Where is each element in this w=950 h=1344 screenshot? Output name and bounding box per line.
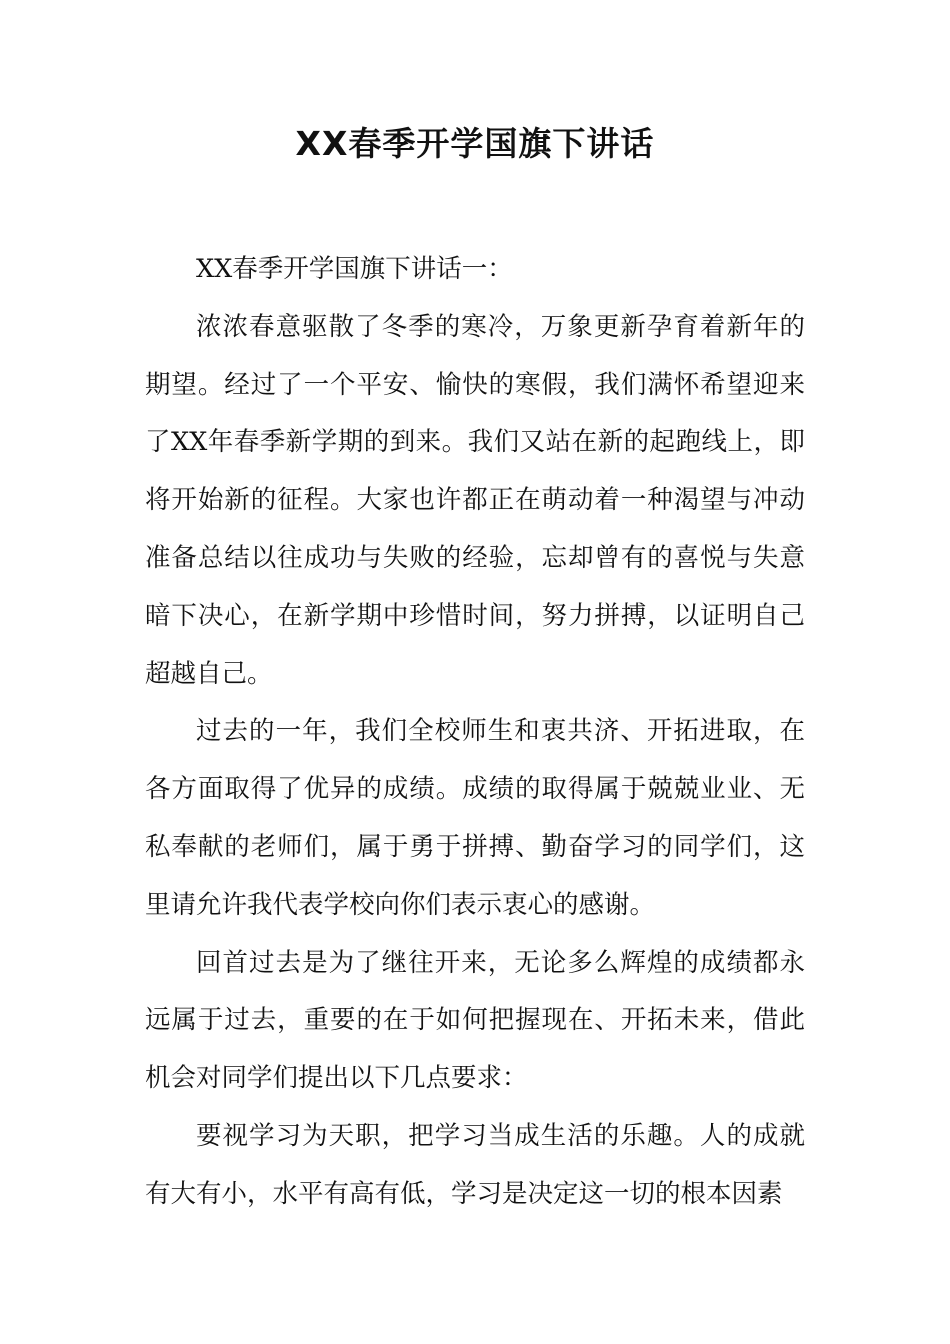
- text-line: 私奉献的老师们，属于勇于拼搏、勤奋学习的同学们，这: [145, 831, 805, 862]
- text-line: 回首过去是为了继往开来，无论多么辉煌的成绩都永: [196, 947, 805, 978]
- text-line: 各方面取得了优异的成绩。成绩的取得属于兢兢业业、无: [145, 774, 805, 805]
- text-line: 准备总结以往成功与失败的经验，忘却曾有的喜悦与失意: [145, 542, 805, 573]
- section-heading: [145, 241, 805, 299]
- text-line: 机会对同学们提出以下几点要求：: [145, 1063, 528, 1094]
- paragraph: [145, 299, 805, 704]
- paragraph: [145, 703, 805, 934]
- text-line: 将开始新的征程。大家也许都正在萌动着一种渴望与冲动: [145, 485, 805, 516]
- document-title: XX春季开学国旗下讲话: [295, 124, 655, 163]
- text-line: 里请允许我代表学校向你们表示衷心的感谢。: [145, 889, 656, 920]
- paragraph: [145, 1108, 805, 1224]
- text-line: 有大有小，水平有高有低，学习是决定这一切的根本因素: [145, 1178, 783, 1209]
- text-line: 要视学习为天职，把学习当成生活的乐趣。人的成就: [196, 1120, 805, 1151]
- text-line: 远属于过去，重要的在于如何把握现在、开拓未来，借此: [145, 1005, 805, 1036]
- text-line: 过去的一年，我们全校师生和衷共济、开拓进取，在: [196, 716, 805, 747]
- document-body: [145, 241, 805, 1224]
- text-line: 浓浓春意驱散了冬季的寒冷，万象更新孕育着新年的: [196, 311, 805, 342]
- text-line: XX春季开学国旗下讲话一：: [196, 254, 513, 284]
- text-line: 期望。经过了一个平安、愉快的寒假，我们满怀希望迎来: [145, 369, 805, 400]
- text-line: 暗下决心，在新学期中珍惜时间，努力拼搏，以证明自己: [145, 600, 805, 631]
- text-line: 超越自己。: [145, 658, 273, 689]
- paragraph: [145, 935, 805, 1108]
- text-line: 了XX年春季新学期的到来。我们又站在新的起跑线上，即: [145, 427, 805, 458]
